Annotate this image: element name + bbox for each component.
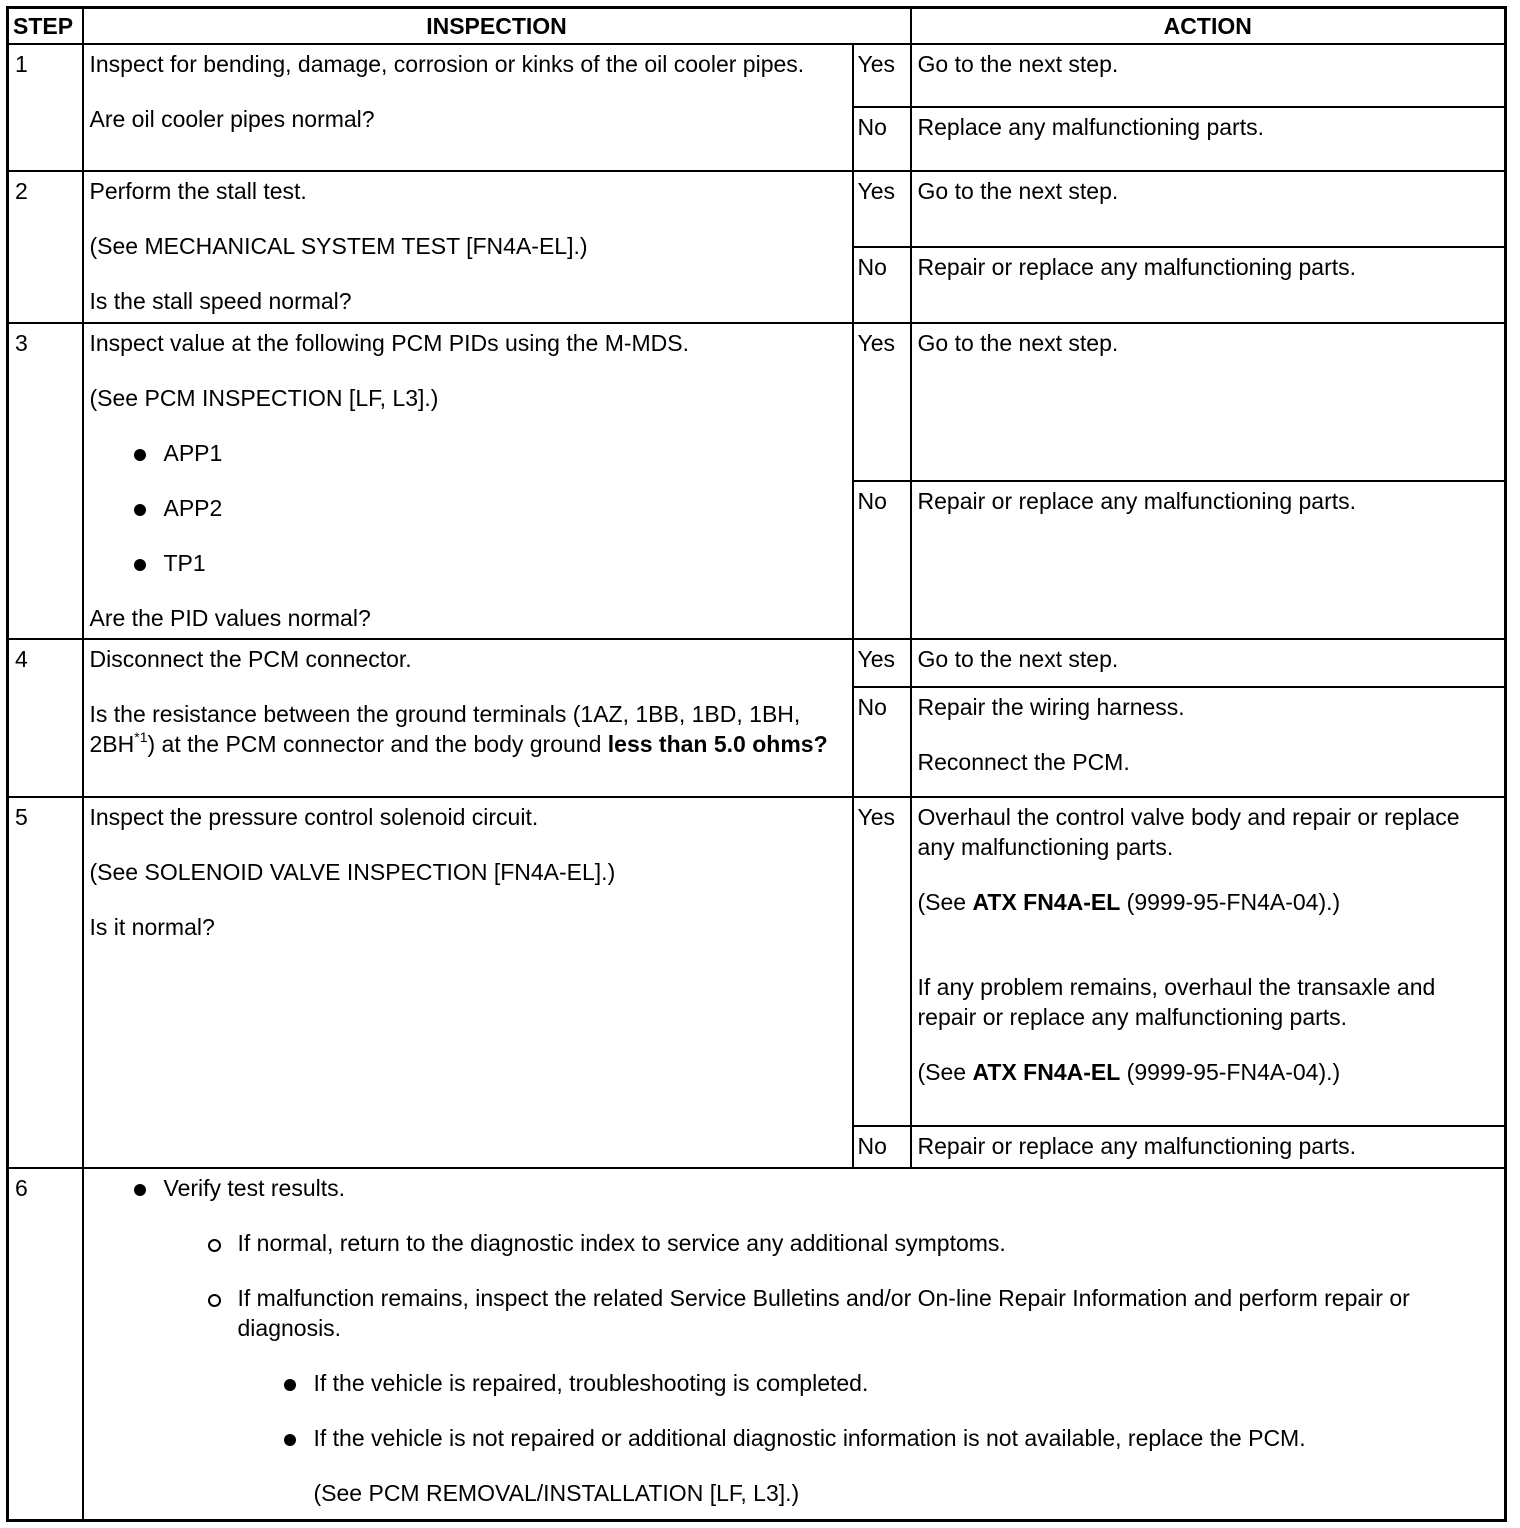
header-row	[8, 8, 1506, 45]
step-number: 5	[8, 797, 83, 1168]
ref-suffix: (9999-95-FN4A-04).)	[1120, 889, 1341, 915]
inspection-question: Are the PID values normal?	[89, 605, 371, 631]
inspection-cell	[83, 323, 853, 639]
action-text: Overhaul the control valve body and repair or replace any malfunctioning parts.	[917, 804, 1460, 860]
list-item: Verify test results.	[90, 1173, 1499, 1203]
yes-label: Yes	[853, 797, 911, 1126]
inspection-text: Perform the stall test.	[89, 178, 307, 204]
table-row	[8, 639, 1506, 687]
action-header: ACTION	[911, 8, 1506, 45]
inspection-header: INSPECTION	[83, 8, 911, 45]
inspection-text: Inspect for bending, damage, corrosion or kinks of the oil cooler pipes.	[89, 51, 805, 77]
table-row	[8, 44, 1506, 107]
ref-prefix: (See	[917, 1059, 973, 1085]
see-reference: (See PCM REMOVAL/INSTALLATION [LF, L3].)	[313, 1480, 800, 1506]
no-action: Repair or replace any malfunctioning parts.	[911, 481, 1506, 639]
action-text: Repair the wiring harness.	[917, 694, 1185, 720]
no-label: No	[853, 687, 911, 797]
action-text: Reconnect the PCM.	[917, 749, 1130, 775]
yes-label: Yes	[853, 323, 911, 481]
table-row	[8, 1168, 1506, 1521]
table-row	[8, 323, 1506, 481]
yes-label: Yes	[853, 44, 911, 107]
no-action: Repair or replace any malfunctioning parts.	[911, 1126, 1506, 1168]
ref-prefix: (See	[917, 889, 973, 915]
action-reference	[918, 1057, 1499, 1087]
yes-action: Go to the next step.	[911, 639, 1506, 687]
action-text: If any problem remains, overhaul the transaxle and repair or replace any malfunctioning parts.	[917, 974, 1436, 1030]
verify-list	[90, 1173, 1499, 1453]
table-row	[8, 171, 1506, 247]
ref-link[interactable]: ATX FN4A-EL	[972, 1059, 1121, 1085]
inspection-cell	[83, 639, 853, 797]
step-number: 6	[8, 1168, 83, 1521]
inspection-text: Inspect the pressure control solenoid circuit.	[89, 804, 539, 830]
yes-action	[911, 797, 1506, 1126]
inspection-reference: (See SOLENOID VALVE INSPECTION [FN4A-EL].)	[89, 859, 616, 885]
list-item: If normal, return to the diagnostic index to service any additional symptoms.	[90, 1228, 1499, 1258]
list-item: APP1	[90, 438, 846, 468]
yes-action: Go to the next step.	[911, 171, 1506, 247]
diagnostic-table	[6, 6, 1507, 1522]
inspection-question: Is the stall speed normal?	[89, 288, 352, 314]
question-text: Is the resistance between the ground terminals (1AZ, 1BB, 1BD, 1BH, 2BH	[89, 701, 801, 757]
yes-action: Go to the next step.	[911, 323, 1506, 481]
inspection-question: Is it normal?	[89, 914, 215, 940]
no-action: Repair or replace any malfunctioning parts.	[911, 247, 1506, 323]
pid-list	[90, 438, 846, 578]
no-label: No	[853, 247, 911, 323]
ref-link[interactable]: ATX FN4A-EL	[972, 889, 1121, 915]
inspection-reference: (See MECHANICAL SYSTEM TEST [FN4A-EL].)	[89, 233, 588, 259]
step-number: 1	[8, 44, 83, 171]
footnote-mark: *1	[134, 729, 148, 745]
step-number: 2	[8, 171, 83, 323]
action-reference	[918, 887, 1499, 917]
step-header: STEP	[8, 8, 83, 45]
step-number: 3	[8, 323, 83, 639]
yes-label: Yes	[853, 171, 911, 247]
list-item: If the vehicle is repaired, troubleshooting is completed.	[90, 1368, 1499, 1398]
ref-suffix: (9999-95-FN4A-04).)	[1120, 1059, 1341, 1085]
no-label: No	[853, 1126, 911, 1168]
inspection-cell	[83, 44, 853, 171]
yes-label: Yes	[853, 639, 911, 687]
question-emphasis: less than 5.0 ohms?	[607, 731, 828, 757]
verify-cell	[83, 1168, 1506, 1521]
no-action	[911, 687, 1506, 797]
list-item: If the vehicle is not repaired or additional diagnostic information is not available, replace the PCM.	[90, 1423, 1499, 1453]
inspection-question: Are oil cooler pipes normal?	[89, 106, 375, 132]
inspection-question	[90, 699, 846, 759]
list-item: TP1	[90, 548, 846, 578]
no-label: No	[853, 481, 911, 639]
no-label: No	[853, 107, 911, 171]
inspection-cell	[83, 797, 853, 1168]
inspection-text: Disconnect the PCM connector.	[89, 646, 412, 672]
table-row	[8, 797, 1506, 1126]
list-item: APP2	[90, 493, 846, 523]
question-text: ) at the PCM connector and the body ground	[147, 731, 608, 757]
inspection-reference: (See PCM INSPECTION [LF, L3].)	[89, 385, 439, 411]
step-number: 4	[8, 639, 83, 797]
yes-action: Go to the next step.	[911, 44, 1506, 107]
list-item: If malfunction remains, inspect the related Service Bulletins and/or On-line Repair Information and perform repair or diagnosis.	[90, 1283, 1499, 1343]
inspection-cell	[83, 171, 853, 323]
no-action: Replace any malfunctioning parts.	[911, 107, 1506, 171]
inspection-text: Inspect value at the following PCM PIDs using the M-MDS.	[89, 330, 690, 356]
